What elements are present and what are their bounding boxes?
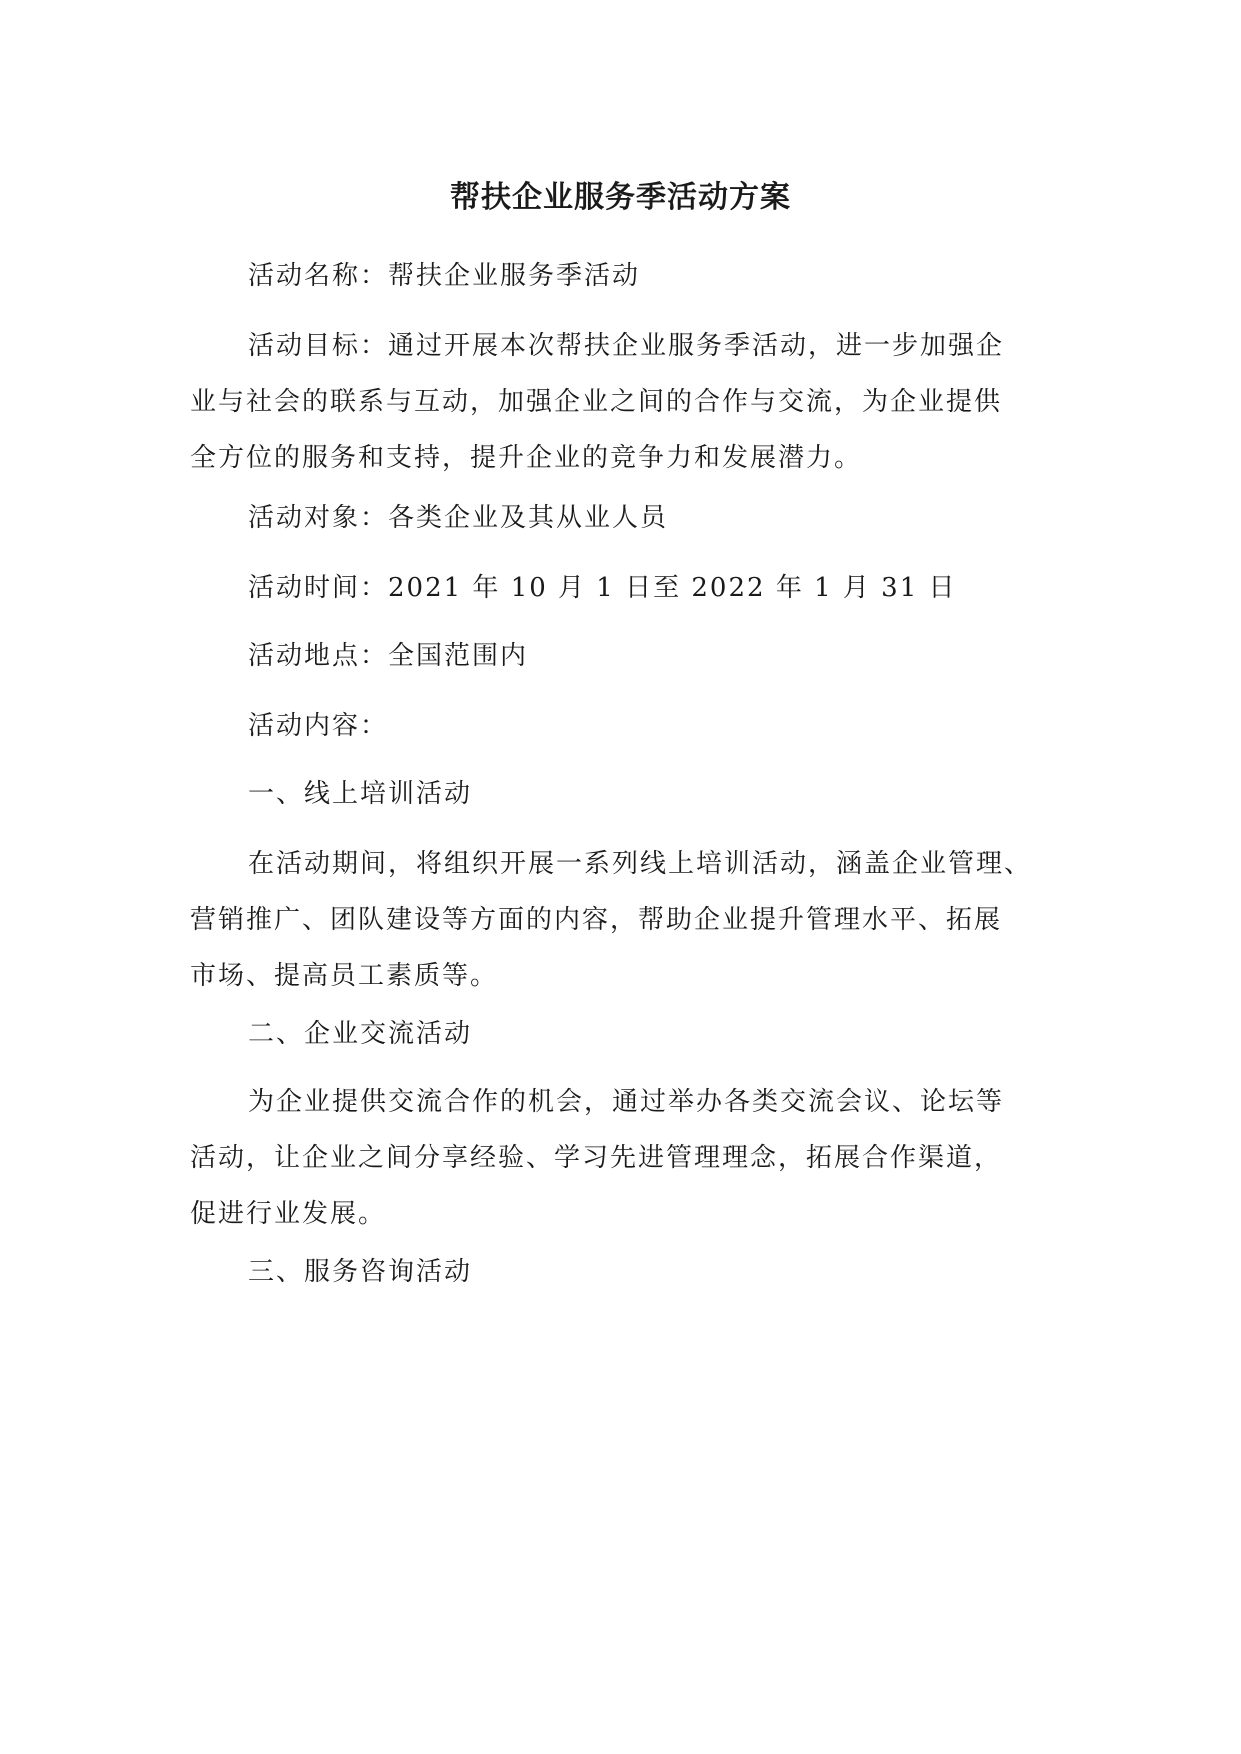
paragraph-line: 促进行业发展。 (190, 1199, 387, 1229)
paragraph-line: 为企业提供交流合作的机会，通过举办各类交流会议、论坛等 (248, 1087, 1005, 1117)
paragraph-line: 活动目标：通过开展本次帮扶企业服务季活动，进一步加强企 (248, 331, 1005, 361)
paragraph-online-training (190, 836, 1070, 1004)
paragraph-line: 活动时间：2021 年 10 月 1 日至 2022 年 1 月 31 日 (248, 573, 957, 603)
paragraph-line: 一、线上培训活动 (248, 779, 473, 809)
paragraph-line: 活动内容： (248, 711, 389, 741)
paragraph-activity-goal (190, 318, 1070, 486)
document-title: 帮扶企业服务季活动方案 (450, 180, 791, 215)
paragraph-line: 业与社会的联系与互动，加强企业之间的合作与交流，为企业提供 (190, 387, 1003, 417)
paragraph-line: 活动名称：帮扶企业服务季活动 (248, 261, 641, 291)
paragraph-activity-target (190, 490, 1070, 546)
paragraph-line: 营销推广、团队建设等方面的内容，帮助企业提升管理水平、拓展 (190, 905, 1003, 935)
paragraph-line: 三、服务咨询活动 (248, 1257, 473, 1287)
paragraph-line: 活动地点：全国范围内 (248, 641, 529, 671)
paragraph-enterprise-exchange (190, 1074, 1070, 1242)
paragraph-activity-content (190, 698, 1070, 754)
paragraph-line: 市场、提高员工素质等。 (190, 961, 499, 991)
paragraph-line: 二、企业交流活动 (248, 1019, 473, 1049)
paragraph-line: 活动对象：各类企业及其从业人员 (248, 503, 669, 533)
section-heading-service-consulting (190, 1244, 1070, 1300)
section-heading-online-training (190, 766, 1070, 822)
paragraph-activity-time (190, 560, 1070, 616)
paragraph-line: 活动，让企业之间分享经验、学习先进管理理念，拓展合作渠道， (190, 1143, 1003, 1173)
paragraph-line: 在活动期间，将组织开展一系列线上培训活动，涵盖企业管理、 (248, 849, 1033, 879)
section-heading-enterprise-exchange (190, 1006, 1070, 1062)
paragraph-activity-location (190, 628, 1070, 684)
paragraph-activity-name (190, 248, 1070, 304)
paragraph-line: 全方位的服务和支持，提升企业的竞争力和发展潜力。 (190, 443, 863, 473)
